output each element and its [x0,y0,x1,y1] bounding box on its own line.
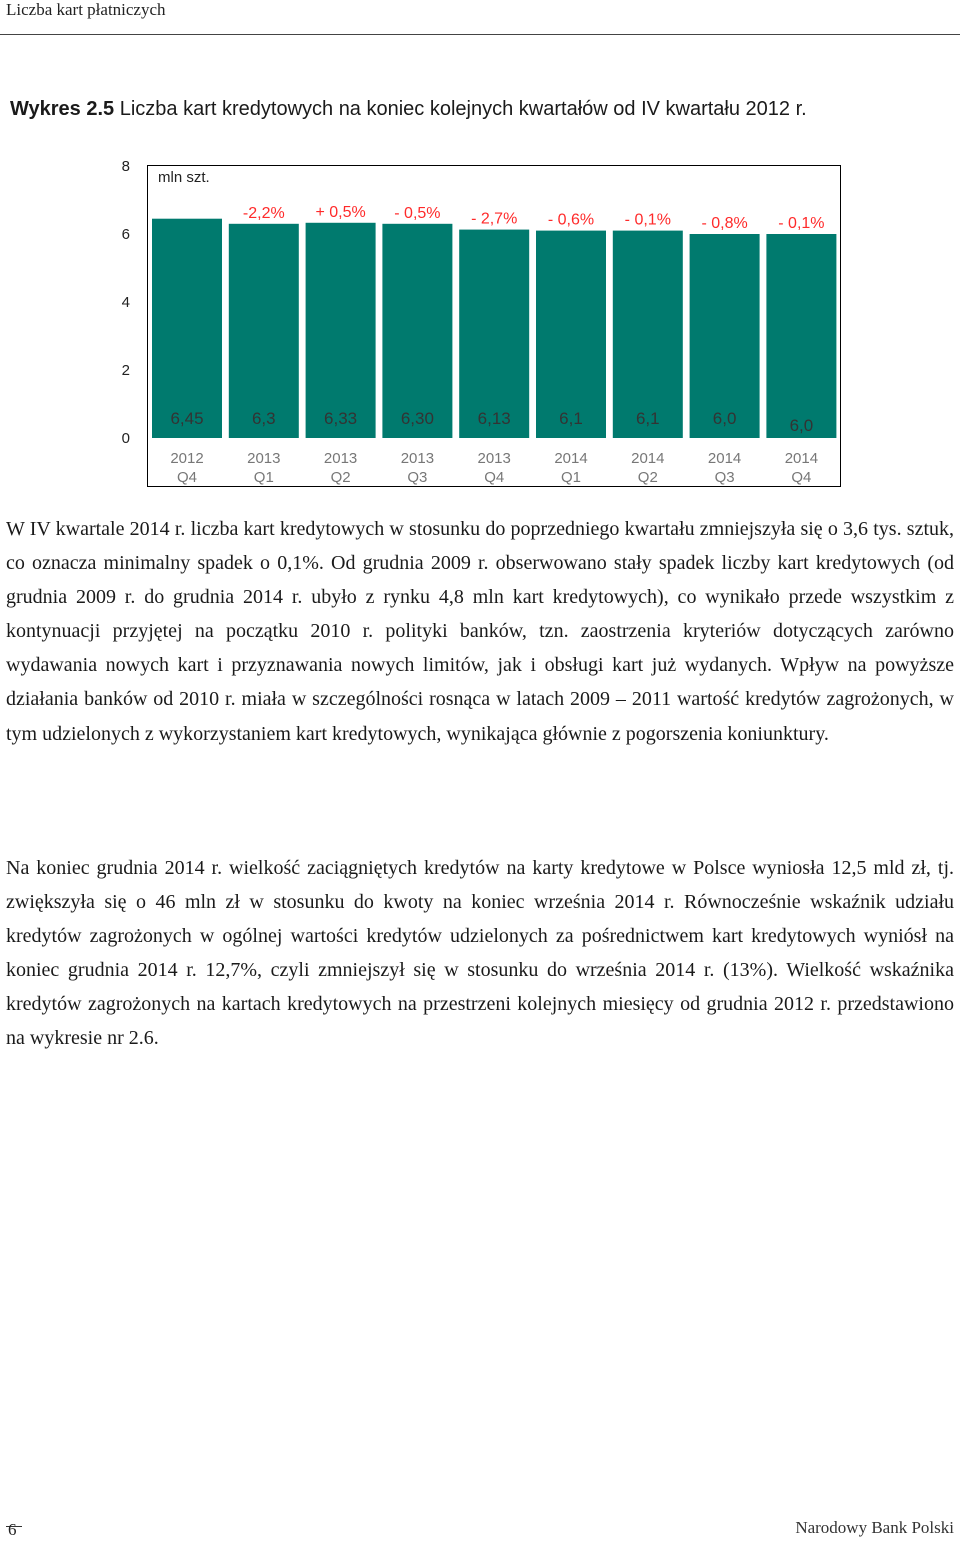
category-label-year-2: 2013 [323,450,358,467]
category-label-quarter-2: Q2 [330,469,351,486]
change-label-5: - 0,6% [547,211,595,229]
category-label-quarter-1: Q1 [253,469,274,486]
y-tick-label-3: 6 [121,226,130,243]
category-labels-group [170,450,818,486]
value-label-8: 6,0 [789,416,814,435]
figure-caption-lead: Wykres 2.5 [10,98,115,120]
y-tick-label-0: 0 [121,430,130,447]
change-label-1: -2,2% [242,204,285,222]
category-label-year-4: 2013 [477,450,511,467]
value-label-0: 6,45 [170,409,204,428]
category-label-quarter-0: Q4 [176,469,198,486]
bar-3 [382,224,452,438]
change-label-3: - 0,5% [394,204,441,222]
value-label-4: 6,13 [477,409,511,428]
bar-6 [613,231,683,438]
category-label-year-8: 2014 [784,450,819,467]
y-tick-label-2: 4 [121,294,130,311]
category-label-year-7: 2014 [707,450,742,467]
bar-1 [229,224,299,438]
bar-0 [152,219,222,438]
y-tick-label-1: 2 [121,362,130,379]
change-label-2: + 0,5% [315,203,366,221]
bars-group [152,219,836,438]
category-label-quarter-5: Q1 [560,469,582,486]
value-label-5: 6,1 [559,409,583,428]
change-label-7: - 0,8% [701,215,748,232]
value-label-3: 6,30 [400,409,434,428]
bar-4 [459,230,529,438]
change-label-4: - 2,7% [471,210,518,228]
bar-2 [306,223,376,438]
category-label-year-6: 2014 [631,450,665,467]
bar-8 [766,234,836,438]
category-label-quarter-6: Q2 [637,469,658,486]
value-label-7: 6,0 [712,409,737,428]
bar-5 [536,231,606,438]
value-label-1: 6,3 [251,409,276,428]
page-number: 6 [8,1520,17,1539]
running-header: Liczba kart płatniczych [6,0,166,19]
value-label-2: 6,33 [324,409,358,428]
body-paragraph-2: Na koniec grudnia 2014 r. wielkość zaciągniętych kredytów na karty kredytowe w Polsce wyniosła 12,5 mld zł, tj. zwiększyła się o 46 mln zł w stosunku do kwoty na koniec września 2014 r. Równocześnie wskaźnik udziału kredytów zagrożonych w ogólnej wartości kredytów udzielonych za pośrednictwem kart kredytowych wyniósł na koniec grudnia 2014 r. 12,7%, czyli zmniejszył się w stosunku do września 2014 r. (13%). Wielkość wskaźnika kredytów zagrożonych na kartach kredytowych na przestrzeni kolejnych miesięcy od grudnia 2012 r. przedstawiono na wykresie nr 2.6. [6,857,954,1050]
category-label-quarter-4: Q4 [484,469,505,486]
y-axis-ticks [122,158,130,447]
category-label-quarter-3: Q3 [407,469,428,486]
value-label-6: 6,1 [635,409,660,428]
category-label-year-3: 2013 [400,450,435,467]
footer-organization: Narodowy Bank Polski [795,1518,954,1537]
category-label-quarter-7: Q3 [714,469,735,486]
category-label-year-0: 2012 [170,450,204,467]
y-tick-label-4: 8 [121,158,130,175]
figure-caption-text: Liczba kart kredytowych na koniec kolejnych kwartałów od IV kwartału 2012 r. [114,98,807,120]
category-label-year-5: 2014 [554,450,588,467]
unit-label: mln szt. [158,169,210,186]
change-label-6: - 0,1% [624,211,671,229]
category-label-quarter-8: Q4 [791,469,812,486]
bar-chart [0,0,960,500]
body-paragraph-1: W IV kwartale 2014 r. liczba kart kredytowych w stosunku do poprzedniego kwartału zmniejszyła się o 3,6 tys. sztuk, co oznacza minimalny spadek o 0,1%. Od grudnia 2009 r. obserwowano stały spadek liczby kart kredytowych (od grudnia 2009 r. do grudnia 2014 r. ubyło z rynku 4,8 mln kart kredytowych), co wynikało przede wszystkim z kontynuacji przyjętej na początku 2010 r. polityki banków, tzn. zaostrzenia kryteriów dotyczących zarówno wydawania nowych kart i przyznawania nowych limitów, jak i obsługi kart już wydanych. Wpływ na powyższe działania banków od 2010 r. miała w szczególności rosnąca w latach 2009 – 2011 wartość kredytów zagrożonych, w tym udzielonych z wykorzystaniem kart kredytowych, wynikająca głównie z pogorszenia koniunktury. [6,518,954,745]
category-label-year-1: 2013 [247,450,281,467]
bar-7 [690,234,760,438]
change-label-8: - 0,1% [778,215,825,232]
